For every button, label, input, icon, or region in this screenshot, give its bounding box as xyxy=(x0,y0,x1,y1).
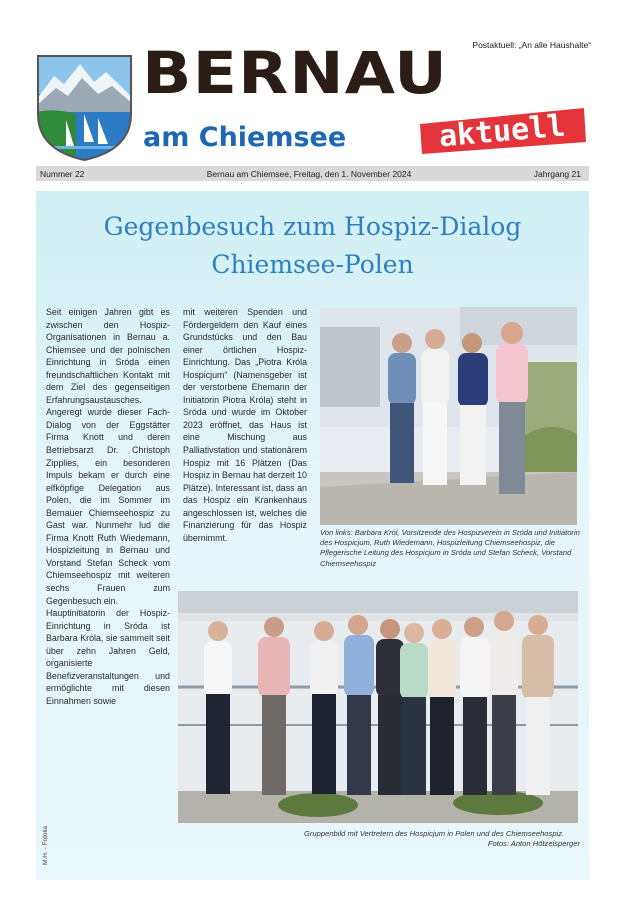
photo-caption-1: Von links: Barbara Król, Vorsitzende des Hospizverein in Sróda und Initiatorin des Hospicjum, Ruth Wiedemann, Hospizleitung Chiemseehospiz, die Pflegerische Leitung des Hospicjum in Sróda und Stefan Scheck, Vorstand Chiemseehospiz xyxy=(320,528,580,568)
article-paragraph: Seit einigen Jahren gibt es zwischen den Hospiz-Organisationen in Bernau a. Chiemsee und der polnischen Einrichtung in Sróda einen freundschaftlichen Kontakt mit dem Ziel des gegenseitigen Erfahrungsaustausches. Angeregt wurde dieser Fach-Dialog von der Eggstätter Firma Knott und deren Betriebsarzt Dr. Christoph Zipplies, ein besonderen Impuls bekam er durch eine elfköpfige Delegation aus Polen, die im Sommer im Bernauer Chiemseehospiz zu Gast war. Nunmehr lud die Firma Knott Ruth Wiedemann, Hospizleitung in Bernau und Vorstand Stefan Scheck vom Chiemseehospiz mit weiteren sechs Frauen zum Gegenbesuch ein. xyxy=(46,307,170,606)
issue-number: Nummer 22 xyxy=(40,168,85,179)
masthead-title: BERNAU xyxy=(142,39,449,107)
aktuell-badge xyxy=(416,106,588,156)
headline-line-2: Chiemsee-Polen xyxy=(211,250,414,279)
coat-of-arms-logo xyxy=(36,54,133,162)
photo-caption-2 xyxy=(304,829,580,849)
caption-2-text: Gruppenbild mit Vertretern des Hospicjum in Polen und des Chiemseehospiz. xyxy=(304,829,565,838)
article-paragraph: mit weiteren Spenden und Fördergeldern den Kauf eines Grundstücks und den Bau einer örtlichen Hospiz-Einrichtung. Das „Piotra Króla Hospicjum“ (Namensgeber ist der verstorbene Ehemann der Initiatorin Piotra Króla) steht in Sróda und wurde im Oktober 2023 eröffnet, das Haus ist eine Mischung aus Palliativstation und stationärem Hospiz mit 16 Plätzen (Das Hospiz in Bernau hat derzeit 10 Plätze). Interessant ist, dass an das Hospiz ein Krankenhaus angeschlossen ist, welches die Finanzierung für das Hospiz übernimmt. xyxy=(183,307,307,543)
side-image-credit: M.H. - Fotolia xyxy=(42,825,49,865)
photo-four-people xyxy=(320,307,577,525)
issue-volume: Jahrgang 21 xyxy=(533,168,581,179)
photo-credit: Fotos: Anton Hötzelsperger xyxy=(487,839,580,849)
article-column-1 xyxy=(46,306,170,708)
photo-group xyxy=(178,591,578,823)
masthead-subtitle: am Chiemsee xyxy=(143,122,347,153)
article-headline xyxy=(0,208,625,284)
article-paragraph: Hauptinitiatorin der Hospiz-Einrichtung in Sróda ist Barbara Króla, sie sammelt seit über zehn Jahren Geld, organisierte Benefizveranstaltungen und ermöglichte mit diesen Einnahmen sowie xyxy=(46,608,170,706)
issue-date: Bernau am Chiemsee, Freitag, den 1. November 2024 xyxy=(206,168,412,179)
aktuell-badge-text: aktuell xyxy=(437,108,567,155)
issue-info-bar xyxy=(36,166,589,181)
headline-line-1: Gegenbesuch zum Hospiz-Dialog xyxy=(103,212,522,241)
article-column-2 xyxy=(183,306,307,544)
postaktuell-note: Postaktuell: „An alle Haushalte“ xyxy=(472,40,591,50)
